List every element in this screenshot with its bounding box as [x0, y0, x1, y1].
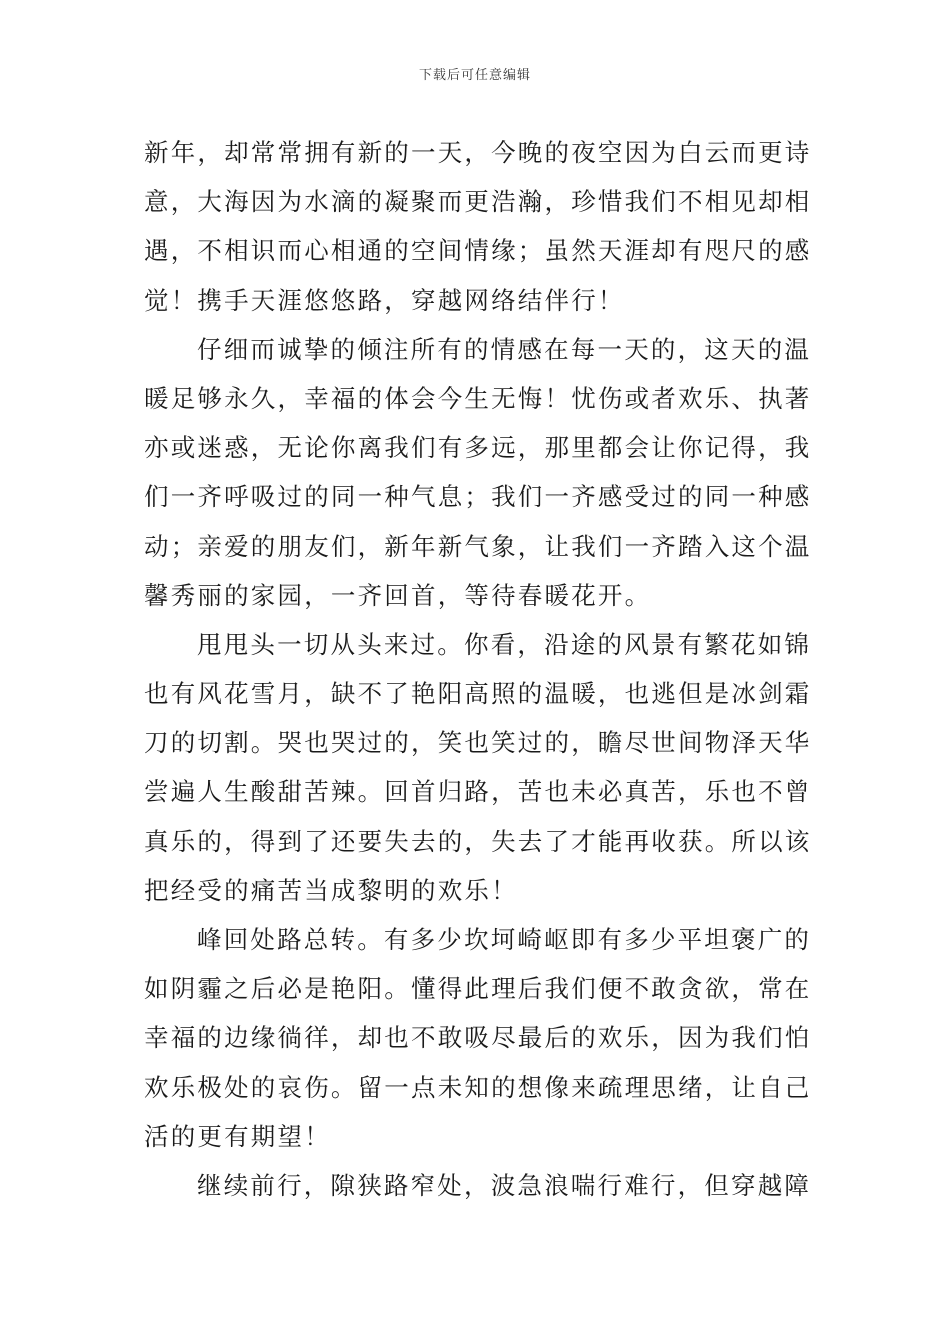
text-line: 意，大海因为水滴的凝聚而更浩瀚，珍惜我们不相见却相 — [144, 187, 812, 217]
text-line: 仔细而诚挚的倾注所有的情感在每一天的，这天的温 — [197, 334, 812, 364]
text-line: 也有风花雪月，缺不了艳阳高照的温暖，也逃但是冰剑霜 — [144, 679, 812, 709]
text-line: 真乐的，得到了还要失去的，失去了才能再收获。所以该 — [144, 826, 812, 856]
paragraph-2 — [144, 325, 812, 620]
text-line: 动；亲爱的朋友们，新年新气象，让我们一齐踏入这个温 — [144, 531, 812, 561]
text-line: 刀的切割。哭也哭过的，笑也笑过的，瞻尽世间物泽天华 — [144, 728, 812, 758]
text-line: 欢乐极处的哀伤。留一点未知的想像来疏理思绪，让自己 — [144, 1072, 812, 1102]
paragraph-4 — [144, 915, 812, 1161]
text-line: 们一齐呼吸过的同一种气息；我们一齐感受过的同一种感 — [144, 482, 812, 512]
text-line: 如阴霾之后必是艳阳。懂得此理后我们便不敢贪欲，常在 — [144, 974, 812, 1004]
text-line: 活的更有期望！ — [144, 1121, 331, 1151]
document-body — [144, 128, 812, 1210]
text-line: 馨秀丽的家园，一齐回首，等待春暖花开。 — [144, 580, 652, 610]
paragraph-3 — [144, 620, 812, 915]
text-line: 幸福的边缘徜徉，却也不敢吸尽最后的欢乐，因为我们怕 — [144, 1023, 812, 1053]
text-line: 遇，不相识而心相通的空间情缘；虽然天涯却有咫尺的感 — [144, 236, 812, 266]
paragraph-5 — [144, 1161, 812, 1210]
paragraph-1 — [144, 128, 812, 325]
text-line: 新年，却常常拥有新的一天，今晚的夜空因为白云而更诗 — [144, 138, 812, 167]
text-line: 继续前行，隙狭路窄处，波急浪喘行难行，但穿越障 — [197, 1170, 812, 1200]
text-line: 甩甩头一切从头来过。你看，沿途的风景有繁花如锦 — [197, 629, 812, 659]
text-line: 峰回处路总转。有多少坎坷崎岖即有多少平坦褒广的 — [197, 925, 812, 954]
text-line: 暖足够永久，幸福的体会今生无悔！忧伤或者欢乐、执著 — [144, 383, 812, 413]
text-line: 尝遍人生酸甜苦辣。回首归路，苦也未必真苦，乐也不曾 — [144, 777, 812, 807]
text-line: 亦或迷惑，无论你离我们有多远，那里都会让你记得，我 — [144, 433, 812, 463]
page-header: 下载后可任意编辑 — [418, 68, 531, 83]
text-line: 觉！携手天涯悠悠路，穿越网络结伴行！ — [144, 285, 625, 315]
text-line: 把经受的痛苦当成黎明的欢乐！ — [144, 875, 518, 905]
